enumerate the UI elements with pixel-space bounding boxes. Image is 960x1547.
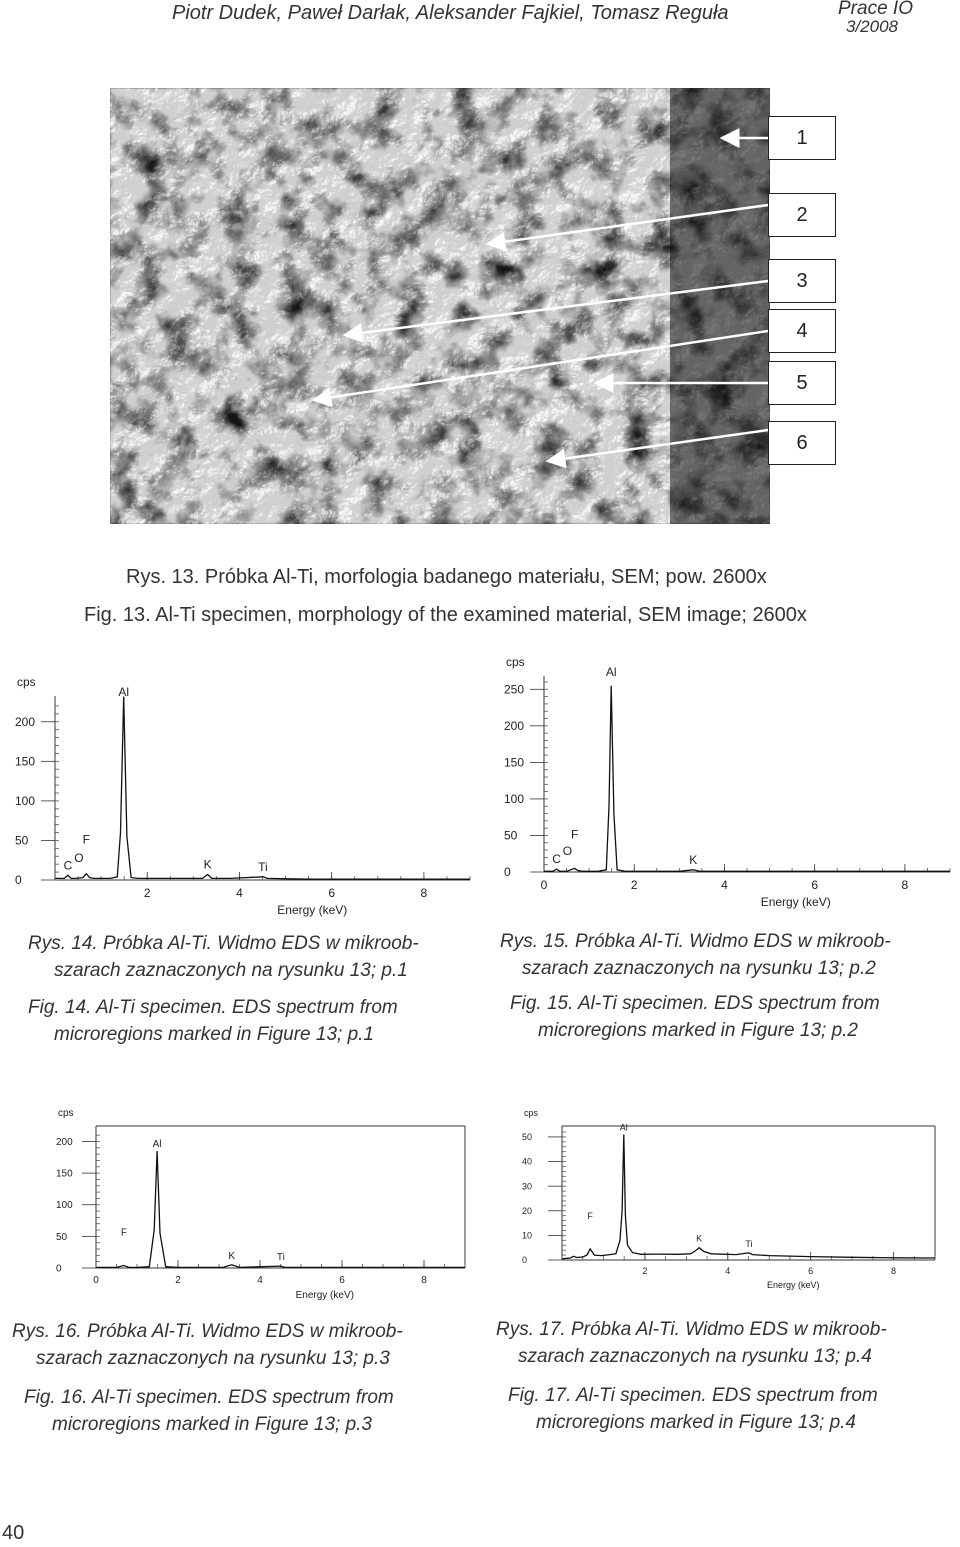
- chart-fig16: [0, 1100, 480, 1310]
- peak-label-c: C: [552, 852, 561, 867]
- peak-label-ti: Ti: [745, 1238, 753, 1249]
- fig15-caption-en-2: microregions marked in Figure 13; p.2: [538, 1020, 858, 1041]
- x-tick-label: 4: [725, 1266, 731, 1276]
- y-axis-label: cps: [506, 655, 525, 669]
- peak-label-k: K: [696, 1233, 703, 1244]
- arrow-6: [548, 430, 768, 461]
- x-tick-label: 2: [630, 878, 638, 892]
- marker-6: 6: [768, 421, 836, 465]
- fig17-caption: [496, 1316, 887, 1436]
- x-tick-label: 2: [175, 1275, 181, 1286]
- y-tick-label: 200: [15, 714, 36, 729]
- peak-label-k: K: [203, 857, 212, 872]
- marker-5: 5: [768, 361, 836, 405]
- y-tick-label: 150: [15, 754, 36, 769]
- x-tick-label: 6: [808, 1266, 814, 1276]
- fig16-caption-en-2: microregions marked in Figure 13; p.3: [52, 1414, 372, 1435]
- peak-label-al: Al: [152, 1138, 162, 1150]
- marker-1: 1: [768, 116, 836, 160]
- header-journal: Prace IO: [838, 0, 913, 19]
- y-tick-label: 20: [522, 1205, 533, 1216]
- fig16-caption: [12, 1318, 403, 1438]
- chart-fig17: [480, 1100, 960, 1310]
- y-tick-label: 100: [15, 794, 36, 809]
- x-tick-label: 8: [891, 1266, 897, 1276]
- peak-label-al: Al: [619, 1122, 628, 1133]
- header-issue: 3/2008: [846, 17, 898, 36]
- y-tick-label: 100: [56, 1200, 73, 1212]
- fig16-caption-pl-1: Rys. 16. Próbka Al-Ti. Widmo EDS w mikroob-: [12, 1321, 403, 1342]
- x-axis-label: Energy (keV): [277, 903, 348, 917]
- peak-label-f: F: [82, 832, 91, 847]
- fig14-caption: [28, 930, 419, 1048]
- y-tick-label: 0: [15, 873, 22, 888]
- fig15-caption-pl-2: szarach zaznaczonych na rysunku 13; p.2: [522, 958, 876, 979]
- fig13-caption-en: Fig. 13. Al-Ti specimen, morphology of the examined material, SEM image; 2600x: [84, 604, 807, 626]
- y-tick-label: 150: [504, 755, 525, 770]
- y-tick-label: 50: [522, 1132, 533, 1143]
- fig17-caption-en-2: microregions marked in Figure 13; p.4: [536, 1412, 856, 1433]
- x-tick-label: 8: [901, 878, 909, 892]
- x-axis-label: Energy (keV): [295, 1290, 354, 1301]
- y-tick-label: 50: [56, 1231, 68, 1243]
- x-tick-label: 4: [236, 886, 243, 900]
- spectrum-line: [55, 697, 470, 880]
- x-tick-label: 8: [420, 886, 428, 900]
- y-tick-label: 250: [504, 682, 525, 697]
- arrow-3: [345, 281, 768, 335]
- peak-label-k: K: [228, 1250, 236, 1262]
- y-axis-label: cps: [17, 675, 36, 689]
- y-axis-label: cps: [524, 1108, 539, 1118]
- peak-label-o: O: [562, 843, 573, 858]
- page-number: 40: [2, 1522, 25, 1544]
- x-tick-label: 6: [328, 886, 336, 900]
- peak-label-k: K: [689, 852, 698, 867]
- fig15-caption: [500, 928, 891, 1044]
- fig16-caption-en-1: Fig. 16. Al-Ti specimen. EDS spectrum from: [24, 1387, 394, 1408]
- x-tick-label: 2: [143, 886, 151, 900]
- fig14-caption-en-2: microregions marked in Figure 13; p.1: [54, 1024, 374, 1045]
- y-axis-label: cps: [58, 1108, 74, 1119]
- y-tick-label: 150: [56, 1168, 73, 1180]
- y-tick-label: 0: [522, 1255, 528, 1266]
- header-authors: Piotr Dudek, Paweł Darłak, Aleksander Fajkiel, Tomasz Reguła: [172, 2, 729, 24]
- peak-label-ti: Ti: [276, 1252, 285, 1264]
- peak-label-ti: Ti: [258, 859, 268, 874]
- marker-4: 4: [768, 309, 836, 353]
- x-tick-label: 4: [257, 1275, 263, 1286]
- fig14-caption-en-1: Fig. 14. Al-Ti specimen. EDS spectrum from: [28, 997, 398, 1018]
- y-tick-label: 30: [522, 1181, 533, 1192]
- y-tick-label: 0: [504, 865, 511, 880]
- fig13-caption-pl: Rys. 13. Próbka Al-Ti, morfologia badanego materiału, SEM; pow. 2600x: [126, 566, 767, 588]
- y-tick-label: 200: [504, 719, 525, 734]
- x-tick-label: 0: [540, 878, 548, 892]
- peak-label-c: C: [63, 858, 73, 873]
- chart-fig15: [480, 640, 960, 920]
- spectrum-line: [544, 686, 950, 872]
- y-tick-label: 50: [15, 833, 29, 848]
- y-tick-label: 50: [504, 828, 518, 843]
- y-tick-label: 100: [504, 792, 525, 807]
- y-tick-label: 40: [522, 1156, 533, 1167]
- x-tick-label: 0: [93, 1275, 99, 1286]
- peak-label-f: F: [571, 827, 579, 842]
- x-tick-label: 8: [421, 1275, 427, 1286]
- peak-label-f: F: [587, 1210, 593, 1221]
- fig16-caption-pl-2: szarach zaznaczonych na rysunku 13; p.3: [36, 1348, 390, 1369]
- x-axis-label: Energy (keV): [766, 1280, 820, 1290]
- spectrum-line: [96, 1151, 465, 1267]
- fig14-caption-pl-1: Rys. 14. Próbka Al-Ti. Widmo EDS w mikroob-: [28, 933, 419, 954]
- x-tick-label: 6: [811, 878, 819, 892]
- y-tick-label: 10: [522, 1230, 533, 1241]
- x-tick-label: 4: [721, 878, 728, 892]
- marker-3: 3: [768, 259, 836, 303]
- y-tick-label: 200: [56, 1136, 73, 1148]
- fig17-caption-en-1: Fig. 17. Al-Ti specimen. EDS spectrum from: [508, 1385, 878, 1406]
- marker-2: 2: [768, 193, 836, 237]
- fig15-caption-en-1: Fig. 15. Al-Ti specimen. EDS spectrum from: [510, 993, 880, 1014]
- fig15-caption-pl-1: Rys. 15. Próbka Al-Ti. Widmo EDS w mikroob-: [500, 931, 891, 952]
- x-tick-label: 6: [339, 1275, 345, 1286]
- x-axis-label: Energy (keV): [760, 895, 831, 909]
- y-tick-label: 0: [56, 1263, 62, 1275]
- fig17-caption-pl-2: szarach zaznaczonych na rysunku 13; p.4: [518, 1346, 872, 1367]
- arrow-4: [314, 331, 768, 400]
- peak-label-al: Al: [118, 685, 130, 699]
- peak-label-al: Al: [605, 665, 617, 679]
- fig17-caption-pl-1: Rys. 17. Próbka Al-Ti. Widmo EDS w mikroob-: [496, 1319, 887, 1340]
- arrow-2: [488, 205, 768, 244]
- x-tick-label: 2: [642, 1266, 648, 1276]
- peak-label-o: O: [74, 851, 84, 866]
- fig14-caption-pl-2: szarach zaznaczonych na rysunku 13; p.1: [54, 960, 408, 981]
- chart-fig14: [0, 640, 480, 920]
- peak-label-f: F: [120, 1227, 127, 1239]
